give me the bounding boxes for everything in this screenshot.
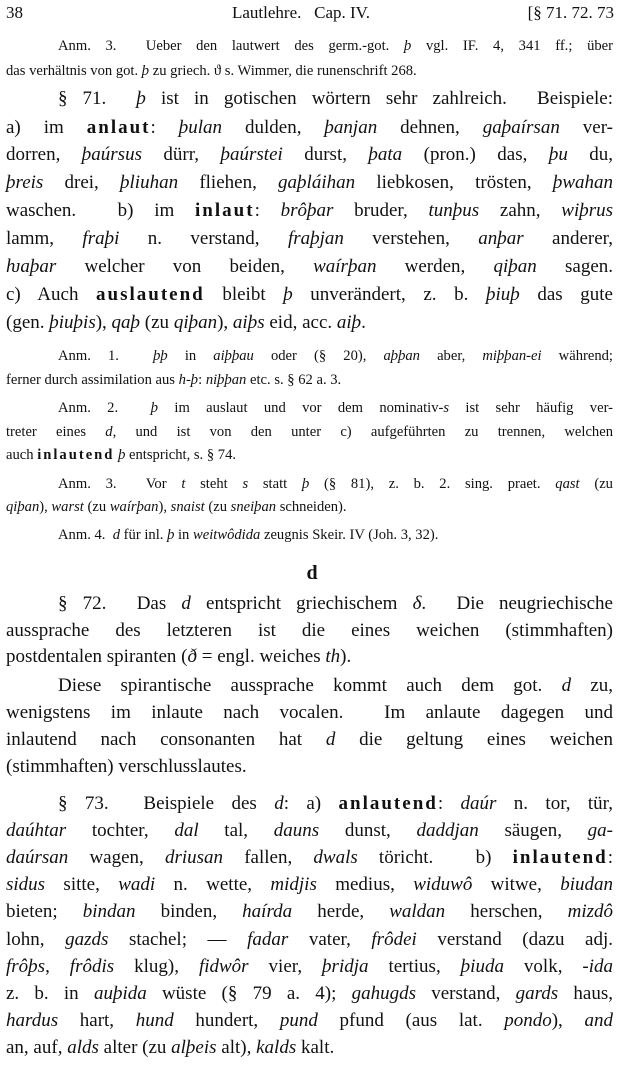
text-run: entspricht, s. § 74. bbox=[125, 447, 237, 463]
text-line bbox=[58, 673, 613, 699]
gothic-word: þþ bbox=[153, 348, 168, 364]
text-run: dürr, bbox=[141, 144, 221, 165]
text-line bbox=[6, 1008, 613, 1034]
text-run: (pron.) das, bbox=[402, 144, 549, 165]
gothic-word: anþar bbox=[478, 228, 524, 249]
text-run: die geltung eines weichen bbox=[335, 729, 613, 750]
text-run: pfund (aus lat. bbox=[317, 1010, 505, 1031]
gothic-word: brôþar bbox=[280, 200, 334, 221]
gothic-word: pondo bbox=[504, 1010, 552, 1031]
spaced-term: auslautend bbox=[96, 284, 205, 305]
text-run: ), bbox=[551, 1010, 585, 1031]
gothic-word: aiþs bbox=[232, 312, 265, 333]
text-run: eid, acc. bbox=[264, 312, 337, 333]
gothic-word: fraþjan bbox=[287, 228, 344, 249]
text-run: verstand (dazu adj. bbox=[416, 929, 613, 950]
text-run: . Die neugriechische bbox=[421, 593, 613, 614]
gothic-word: mizdô bbox=[567, 901, 614, 922]
gothic-word: and bbox=[584, 1010, 613, 1031]
gothic-word: þreis bbox=[6, 172, 44, 193]
text-run: medius, bbox=[316, 874, 414, 895]
text-run: hart, bbox=[58, 1010, 136, 1031]
gothic-word: gaþláihan bbox=[278, 172, 356, 193]
text-run: auch bbox=[6, 447, 38, 463]
text-run: tochter, bbox=[66, 820, 175, 841]
text-line bbox=[58, 791, 613, 817]
gothic-word: ga- bbox=[587, 820, 613, 841]
gothic-word: waírþan bbox=[109, 499, 159, 515]
text-line bbox=[58, 591, 613, 617]
text-run: sagen. bbox=[536, 256, 614, 277]
text-run: ). bbox=[340, 646, 352, 667]
text-run: haus, bbox=[558, 983, 614, 1004]
text-run: Anm. 4. bbox=[58, 527, 113, 543]
gothic-word: frôþs bbox=[6, 956, 46, 977]
text-run: anderer, bbox=[523, 228, 613, 249]
text-run: aber, bbox=[419, 348, 483, 364]
gothic-word: þridja bbox=[322, 956, 369, 977]
gothic-word: þulan bbox=[178, 117, 223, 138]
gothic-word: gaþaírsan bbox=[482, 117, 560, 138]
text-run: in bbox=[167, 348, 214, 364]
spaced-term: inlaut bbox=[195, 200, 255, 221]
gothic-word: qiþan bbox=[6, 499, 40, 515]
gothic-word: þ bbox=[150, 400, 159, 416]
gothic-word: waírþan bbox=[313, 256, 377, 277]
gothic-word: s bbox=[443, 400, 450, 416]
text-run: du, bbox=[567, 144, 613, 165]
gothic-word: d bbox=[112, 527, 121, 543]
gothic-word: qiþan bbox=[173, 312, 218, 333]
gothic-word: daúhtar bbox=[6, 820, 67, 841]
text-line bbox=[6, 754, 613, 780]
gothic-word: d bbox=[325, 729, 336, 750]
section-reference: [§ 71. 72. 73 bbox=[527, 3, 614, 22]
text-run: ist sehr häufig ver- bbox=[449, 400, 613, 416]
text-run: bieten; bbox=[6, 901, 83, 922]
text-run: § 73. Beispiele des bbox=[58, 793, 275, 814]
text-run: (zu bbox=[579, 476, 613, 492]
text-line bbox=[6, 310, 613, 336]
spaced-term: anlaut bbox=[86, 117, 151, 138]
gothic-word: þwahan bbox=[552, 172, 613, 193]
note-line bbox=[6, 442, 613, 468]
note-line bbox=[6, 367, 613, 393]
gothic-word: þ bbox=[118, 447, 126, 463]
gothic-word: wiþrus bbox=[561, 200, 614, 221]
text-run: oder (§ 20), bbox=[253, 348, 384, 364]
text-run: z. b. in bbox=[6, 983, 94, 1004]
text-run: : bbox=[254, 200, 281, 221]
text-line bbox=[6, 727, 613, 753]
text-line bbox=[6, 226, 613, 252]
text-run: wüste (§ 79 a. 4); bbox=[146, 983, 352, 1004]
text-run: vier, bbox=[248, 956, 323, 977]
text-run: § 72. Das bbox=[58, 593, 182, 614]
text-run: . bbox=[361, 312, 366, 333]
gothic-word: bindan bbox=[82, 901, 136, 922]
gothic-word: fadar bbox=[247, 929, 289, 950]
note-line bbox=[6, 494, 613, 520]
text-run: (zu bbox=[140, 312, 174, 333]
text-run: (gen. bbox=[6, 312, 50, 333]
gothic-word: dwals bbox=[313, 847, 358, 868]
gothic-word: þ bbox=[283, 284, 293, 305]
text-run: tal, bbox=[198, 820, 274, 841]
gothic-word: snaist bbox=[170, 499, 205, 515]
gothic-word: niþþan bbox=[205, 372, 247, 388]
spaced-term: inlautend bbox=[512, 847, 608, 868]
text-run: a) im bbox=[6, 117, 87, 138]
gothic-word: sneiþan bbox=[230, 499, 277, 515]
gothic-word: þiuþ bbox=[485, 284, 520, 305]
text-run: steht bbox=[185, 476, 243, 492]
gothic-word: qaþ bbox=[111, 312, 141, 333]
text-run: bruder, bbox=[333, 200, 429, 221]
gothic-word: haírda bbox=[242, 901, 293, 922]
text-run: ver- bbox=[559, 117, 613, 138]
text-line bbox=[6, 170, 613, 196]
text-line bbox=[6, 700, 613, 726]
gothic-word: frôdis bbox=[69, 956, 115, 977]
text-run: waschen. b) im bbox=[6, 200, 196, 221]
text-run: aussprache des letzteren ist die eines weichen (stimmhaften) bbox=[6, 620, 613, 641]
text-run: ), bbox=[158, 499, 171, 515]
text-run: vater, bbox=[288, 929, 372, 950]
text-run: : bbox=[607, 847, 613, 868]
text-run: , bbox=[45, 956, 70, 977]
text-run: etc. s. § 62 a. 3. bbox=[246, 372, 342, 388]
text-line bbox=[6, 927, 613, 953]
text-run: sitte, bbox=[45, 874, 119, 895]
gothic-word: d bbox=[181, 593, 191, 614]
gothic-word: driusan bbox=[164, 847, 224, 868]
gothic-word: þ bbox=[141, 63, 150, 79]
text-run: Diese spirantische aussprache kommt auch dem got. bbox=[58, 675, 562, 696]
text-run: während; bbox=[541, 348, 613, 364]
text-run: in bbox=[174, 527, 194, 543]
text-run: für inl. bbox=[120, 527, 168, 543]
text-run: , und ist von den unter c) aufgeführten zu trennen, welchen bbox=[112, 424, 613, 440]
text-run: fliehen, bbox=[178, 172, 279, 193]
gothic-word: th bbox=[325, 646, 341, 667]
gothic-word: d bbox=[105, 424, 113, 440]
text-run: dulden, bbox=[222, 117, 325, 138]
gothic-word: wadi bbox=[118, 874, 156, 895]
text-run: welcher von beiden, bbox=[56, 256, 314, 277]
gothic-word: hund bbox=[135, 1010, 174, 1031]
gothic-word: þata bbox=[368, 144, 403, 165]
gothic-word: þiuda bbox=[460, 956, 504, 977]
text-run: Anm. 3. Vor bbox=[58, 476, 182, 492]
text-run: volk, bbox=[503, 956, 583, 977]
gothic-word: fraþi bbox=[82, 228, 120, 249]
text-line bbox=[6, 872, 613, 898]
gothic-word: þiuþis bbox=[49, 312, 96, 333]
gothic-word: aiþ bbox=[336, 312, 362, 333]
gothic-word: alþeis bbox=[171, 1037, 217, 1058]
gothic-word: warst bbox=[51, 499, 84, 515]
text-run: klug), bbox=[114, 956, 199, 977]
text-run: ist in gotischen wörtern sehr zahlreich. Beispiele: bbox=[145, 88, 614, 109]
text-run: herde, bbox=[292, 901, 390, 922]
text-run: kalt. bbox=[296, 1037, 335, 1058]
text-run: das verhältnis von got. bbox=[6, 63, 142, 79]
gothic-word: hardus bbox=[6, 1010, 59, 1031]
gothic-word: tunþus bbox=[428, 200, 480, 221]
text-run: lohn, bbox=[6, 929, 66, 950]
text-line bbox=[6, 899, 613, 925]
text-line bbox=[6, 282, 613, 308]
text-line bbox=[6, 618, 613, 644]
text-run: zeugnis Skeir. IV (Joh. 3, 32). bbox=[260, 527, 439, 543]
text-run: zu griech. ϑ s. Wimmer, die runenschrift 268. bbox=[149, 63, 417, 79]
text-line bbox=[6, 198, 613, 224]
gothic-word: dauns bbox=[273, 820, 320, 841]
text-run: drei, bbox=[43, 172, 121, 193]
text-run: : a) bbox=[283, 793, 339, 814]
note-line bbox=[58, 33, 613, 59]
gothic-word: þ bbox=[136, 88, 146, 109]
text-run: bleibt bbox=[204, 284, 284, 305]
gothic-word: qiþan bbox=[493, 256, 537, 277]
gothic-word: pund bbox=[279, 1010, 318, 1031]
text-run: = engl. weiches bbox=[197, 646, 326, 667]
gothic-word: þu bbox=[548, 144, 568, 165]
text-run: Anm. 1. bbox=[58, 348, 154, 364]
text-line bbox=[6, 115, 613, 141]
gothic-word: daúr bbox=[460, 793, 497, 814]
text-run: (§ 81), z. b. 2. sing. praet. bbox=[309, 476, 556, 492]
text-line bbox=[6, 981, 613, 1007]
spaced-term: inlautend bbox=[37, 447, 115, 463]
text-run: schneiden). bbox=[276, 499, 347, 515]
gothic-word: waldan bbox=[389, 901, 446, 922]
text-run: fallen, bbox=[223, 847, 314, 868]
text-run: ferner durch assimilation aus bbox=[6, 372, 179, 388]
text-run: liebkosen, trösten, bbox=[355, 172, 553, 193]
text-run: alter (zu bbox=[98, 1037, 172, 1058]
gothic-word: t bbox=[181, 476, 186, 492]
text-run: dorren, bbox=[6, 144, 82, 165]
gothic-word: widuwô bbox=[413, 874, 473, 895]
text-run: hundert, bbox=[173, 1010, 280, 1031]
text-run: Anm. 2. bbox=[58, 400, 151, 416]
text-line bbox=[6, 644, 613, 670]
gothic-word: gards bbox=[515, 983, 559, 1004]
text-run: statt bbox=[248, 476, 302, 492]
gothic-word: auþida bbox=[93, 983, 147, 1004]
gothic-word: s bbox=[242, 476, 249, 492]
section-heading-d: d bbox=[306, 562, 318, 584]
text-run: postdentalen spiranten ( bbox=[6, 646, 188, 667]
gothic-word: þ bbox=[167, 527, 175, 543]
text-run: § 71. bbox=[58, 88, 137, 109]
gothic-word: daúrsan bbox=[6, 847, 69, 868]
text-run: treter eines bbox=[6, 424, 106, 440]
gothic-word: midjis bbox=[270, 874, 317, 895]
gothic-word: ð bbox=[187, 646, 198, 667]
gothic-word: þaúrsus bbox=[81, 144, 142, 165]
gothic-word: gahugds bbox=[351, 983, 416, 1004]
text-run: (stimmhaften) verschlusslautes. bbox=[6, 756, 247, 777]
text-run: wenigstens im inlaute nach vocalen. Im anlaute dagegen und bbox=[6, 702, 613, 723]
text-run: im auslaut und vor dem nominativ- bbox=[158, 400, 444, 416]
text-run: witwe, bbox=[472, 874, 561, 895]
text-run: wagen, bbox=[68, 847, 165, 868]
gothic-word: þliuhan bbox=[120, 172, 179, 193]
note-line bbox=[58, 395, 613, 421]
gothic-word: miþþan-ei bbox=[482, 348, 542, 364]
gothic-word: alds bbox=[67, 1037, 99, 1058]
gothic-word: þ bbox=[301, 476, 310, 492]
gothic-word: aþþan bbox=[383, 348, 420, 364]
text-run: n. tor, tür, bbox=[496, 793, 613, 814]
gothic-word: ƕaþar bbox=[6, 256, 57, 277]
text-run: werden, bbox=[376, 256, 494, 277]
text-run: herschen, bbox=[445, 901, 568, 922]
note-line bbox=[58, 343, 613, 369]
text-run: entspricht griechischem bbox=[190, 593, 413, 614]
gothic-word: fidwôr bbox=[198, 956, 249, 977]
text-line bbox=[58, 86, 613, 112]
text-run: inlautend nach consonanten hat bbox=[6, 729, 326, 750]
gothic-word: þanjan bbox=[324, 117, 378, 138]
gothic-word: δ bbox=[412, 593, 422, 614]
text-line bbox=[6, 818, 613, 844]
text-run: tertius, bbox=[368, 956, 461, 977]
gothic-word: þaúrstei bbox=[220, 144, 283, 165]
text-run: durst, bbox=[282, 144, 369, 165]
text-line bbox=[6, 1035, 613, 1061]
text-run: säugen, bbox=[478, 820, 588, 841]
gothic-word: daddjan bbox=[416, 820, 479, 841]
running-title: Lautlehre. Cap. IV. bbox=[232, 3, 371, 22]
text-run: ), bbox=[39, 499, 52, 515]
text-run: verstand, bbox=[416, 983, 516, 1004]
text-run: Anm. 3. Ueber den lautwert des germ.-got. bbox=[58, 38, 404, 54]
text-run: dunst, bbox=[319, 820, 417, 841]
text-run: n. verstand, bbox=[119, 228, 288, 249]
text-run: das gute bbox=[519, 284, 613, 305]
text-run: : bbox=[198, 372, 206, 388]
text-run: stachel; — bbox=[108, 929, 248, 950]
gothic-word: þ bbox=[403, 38, 412, 54]
gothic-word: -ida bbox=[582, 956, 614, 977]
text-run: alt), bbox=[216, 1037, 257, 1058]
gothic-word: d bbox=[274, 793, 284, 814]
text-run: n. wette, bbox=[155, 874, 271, 895]
gothic-word: aiþþau bbox=[213, 348, 254, 364]
text-run: lamm, bbox=[6, 228, 83, 249]
text-line bbox=[6, 845, 613, 871]
text-run: (zu bbox=[204, 499, 231, 515]
text-run: : bbox=[150, 117, 179, 138]
text-run: c) Auch bbox=[6, 284, 97, 305]
gothic-word: d bbox=[561, 675, 572, 696]
text-run: (zu bbox=[83, 499, 110, 515]
text-line bbox=[6, 142, 613, 168]
text-run: dehnen, bbox=[377, 117, 483, 138]
gothic-word: h-þ bbox=[178, 372, 199, 388]
text-run: töricht. b) bbox=[357, 847, 513, 868]
gothic-word: weitwôdida bbox=[193, 527, 261, 543]
text-run: unverändert, z. b. bbox=[292, 284, 486, 305]
gothic-word: biudan bbox=[560, 874, 614, 895]
text-line bbox=[6, 254, 613, 280]
text-run: an, auf, bbox=[6, 1037, 68, 1058]
text-line bbox=[6, 954, 613, 980]
text-run: verstehen, bbox=[343, 228, 479, 249]
text-run: ), bbox=[95, 312, 112, 333]
gothic-word: sidus bbox=[6, 874, 46, 895]
text-run: binden, bbox=[135, 901, 243, 922]
text-run: zahn, bbox=[479, 200, 562, 221]
text-run: ), bbox=[217, 312, 233, 333]
gothic-word: dal bbox=[174, 820, 199, 841]
text-run: : bbox=[437, 793, 461, 814]
note-line bbox=[58, 522, 613, 548]
gothic-word: gazds bbox=[65, 929, 109, 950]
page-number: 38 bbox=[6, 3, 23, 22]
gothic-word: kalds bbox=[256, 1037, 297, 1058]
text-run: vgl. IF. 4, 341 ff.; über bbox=[411, 38, 613, 54]
gothic-word: qast bbox=[555, 476, 580, 492]
note-line bbox=[6, 58, 613, 84]
text-run: zu, bbox=[571, 675, 613, 696]
gothic-word: frôdei bbox=[371, 929, 417, 950]
spaced-term: anlautend bbox=[338, 793, 438, 814]
